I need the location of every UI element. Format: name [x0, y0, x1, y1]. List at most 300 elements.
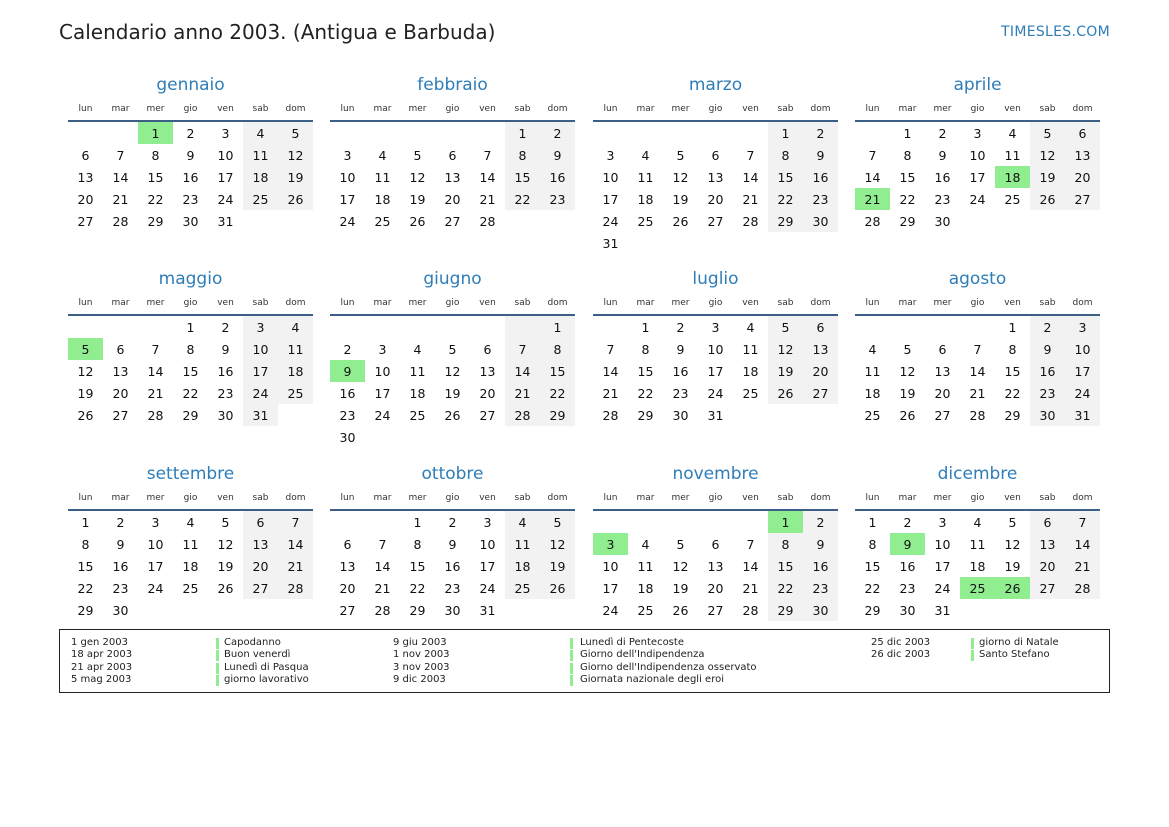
day-cell: 17	[602, 191, 619, 207]
day-cell: 6	[483, 341, 492, 357]
day-cell: 24	[479, 580, 496, 596]
day-cell: 22	[637, 385, 654, 401]
empty-cell	[505, 426, 540, 448]
day-cell: 27	[479, 407, 496, 423]
day-cell: 19	[672, 580, 689, 596]
day-cell: 30	[934, 213, 951, 229]
empty-cell	[855, 316, 890, 338]
day-cell: 14	[742, 169, 759, 185]
day-cell: 19	[768, 360, 803, 382]
day-cell: 1	[903, 125, 912, 141]
month-gennaio	[68, 74, 313, 232]
day-cell: 24	[147, 580, 164, 596]
day-cell: 19	[540, 555, 575, 577]
day-cell: 29	[1004, 407, 1021, 423]
day-cell: 15	[637, 363, 654, 379]
day-cell: 20	[934, 385, 951, 401]
day-cell: 18	[864, 385, 881, 401]
day-cell: 11	[409, 363, 426, 379]
weekday-label: lun	[340, 104, 355, 114]
day-cell: 13	[1065, 144, 1100, 166]
empty-cell	[803, 232, 838, 254]
day-cell: 29	[540, 404, 575, 426]
days-grid	[330, 511, 575, 621]
day-cell: 21	[278, 555, 313, 577]
day-cell: 28	[147, 407, 164, 423]
weekday-label: mar	[111, 104, 130, 114]
day-cell: 23	[339, 407, 356, 423]
legend-date: 25 dic 2003	[871, 637, 931, 648]
legend-holiday-name: Giorno dell'Indipendenza osservato	[580, 661, 757, 673]
day-cell: 1	[81, 514, 90, 530]
day-cell: 27	[1030, 577, 1065, 599]
day-cell: 29	[637, 407, 654, 423]
day-cell: 26	[672, 213, 689, 229]
day-cell: 2	[343, 341, 352, 357]
day-cell: 18	[637, 580, 654, 596]
empty-cell	[243, 210, 278, 232]
empty-cell	[243, 599, 278, 621]
weekday-header	[855, 487, 1100, 511]
day-cell: 27	[112, 407, 129, 423]
day-cell: 8	[505, 144, 540, 166]
day-cell: 6	[711, 147, 720, 163]
empty-cell	[173, 599, 208, 621]
day-cell: 1	[768, 122, 803, 144]
legend-marker	[216, 638, 219, 649]
weekday-label: gio	[183, 104, 198, 114]
day-cell: 26	[1030, 188, 1065, 210]
day-cell: 2	[448, 514, 457, 530]
weekday-label: sab	[514, 104, 531, 114]
day-cell: 29	[864, 602, 881, 618]
month-marzo	[593, 74, 838, 254]
day-cell: 24	[602, 213, 619, 229]
day-cell: 7	[868, 147, 877, 163]
weekday-label: sab	[514, 298, 531, 308]
day-cell: 27	[803, 382, 838, 404]
day-cell: 25	[1004, 191, 1021, 207]
day-cell: 20	[803, 360, 838, 382]
weekday-label: lun	[865, 298, 880, 308]
day-cell: 17	[934, 558, 951, 574]
day-cell: 14	[147, 363, 164, 379]
day-cell: 2	[938, 125, 947, 141]
day-cell: 8	[186, 341, 195, 357]
month-name: luglio	[692, 269, 739, 289]
weekday-header	[593, 487, 838, 511]
month-name: maggio	[158, 269, 223, 289]
empty-cell	[1065, 599, 1100, 621]
weekday-label: sab	[514, 493, 531, 503]
day-cell: 2	[221, 319, 230, 335]
day-cell: 16	[339, 385, 356, 401]
day-cell: 13	[934, 363, 951, 379]
day-cell: 11	[969, 536, 986, 552]
day-cell: 31	[707, 407, 724, 423]
day-cell: 24	[243, 382, 278, 404]
day-cell: 20	[77, 191, 94, 207]
day-cell: 13	[339, 558, 356, 574]
day-cell: 4	[973, 514, 982, 530]
empty-cell	[733, 122, 768, 144]
day-cell: 28	[864, 213, 881, 229]
weekday-label: ven	[1004, 298, 1021, 308]
legend-marker	[570, 650, 573, 661]
day-cell: 12	[444, 363, 461, 379]
days-grid	[593, 316, 838, 426]
empty-cell	[628, 511, 663, 533]
month-name: settembre	[146, 464, 235, 484]
day-cell: 6	[938, 341, 947, 357]
weekday-label: dom	[1072, 104, 1093, 114]
day-cell: 12	[409, 169, 426, 185]
day-cell: 27	[934, 407, 951, 423]
day-cell: 21	[742, 580, 759, 596]
day-cell: 4	[186, 514, 195, 530]
brand-link[interactable]: TIMESLES.COM	[1001, 24, 1110, 40]
day-cell: 26	[899, 407, 916, 423]
day-cell: 4	[413, 341, 422, 357]
day-cell: 10	[934, 536, 951, 552]
day-cell: 7	[973, 341, 982, 357]
legend-holiday-name: Lunedì di Pasqua	[224, 661, 309, 673]
day-cell: 30	[217, 407, 234, 423]
legend-date: 3 nov 2003	[393, 661, 450, 673]
month-agosto	[855, 268, 1100, 426]
day-cell: 18	[969, 558, 986, 574]
day-cell: 26	[995, 577, 1030, 599]
month-name: febbraio	[417, 75, 488, 95]
weekday-label: dom	[285, 104, 306, 114]
day-cell: 23	[182, 191, 199, 207]
empty-cell	[435, 316, 470, 338]
month-maggio	[68, 268, 313, 426]
empty-cell	[278, 404, 313, 426]
legend-holiday-name: giorno di Natale	[979, 637, 1059, 648]
day-cell: 28	[278, 577, 313, 599]
day-cell: 25	[374, 213, 391, 229]
weekday-label: gio	[970, 493, 985, 503]
empty-cell	[628, 122, 663, 144]
day-cell: 5	[540, 511, 575, 533]
empty-cell	[1065, 210, 1100, 232]
day-cell: 17	[374, 385, 391, 401]
holiday-legend	[59, 629, 1110, 693]
day-cell: 10	[969, 147, 986, 163]
day-cell: 10	[479, 536, 496, 552]
day-cell: 29	[899, 213, 916, 229]
day-cell: 19	[278, 166, 313, 188]
days-grid	[68, 316, 313, 426]
empty-cell	[540, 426, 575, 448]
day-cell: 11	[742, 341, 759, 357]
empty-cell	[435, 426, 470, 448]
day-cell: 3	[1065, 316, 1100, 338]
day-cell: 20	[1030, 555, 1065, 577]
weekday-label: mar	[636, 298, 655, 308]
day-cell: 17	[243, 360, 278, 382]
weekday-label: mar	[898, 493, 917, 503]
day-cell: 30	[1030, 404, 1065, 426]
day-cell: 12	[278, 144, 313, 166]
empty-cell	[278, 210, 313, 232]
day-cell: 4	[378, 147, 387, 163]
weekday-label: gio	[708, 104, 723, 114]
weekday-header	[593, 98, 838, 122]
day-cell: 21	[479, 191, 496, 207]
day-cell: 30	[672, 407, 689, 423]
weekday-label: ven	[217, 493, 234, 503]
day-cell: 10	[707, 341, 724, 357]
legend-marker	[971, 638, 974, 649]
day-cell: 3	[483, 514, 492, 530]
day-cell: 23	[803, 577, 838, 599]
day-cell: 4	[1008, 125, 1017, 141]
day-cell: 3	[378, 341, 387, 357]
day-cell: 3	[938, 514, 947, 530]
weekday-label: mer	[146, 493, 165, 503]
day-cell: 9	[803, 533, 838, 555]
weekday-label: gio	[183, 493, 198, 503]
empty-cell	[470, 316, 505, 338]
empty-cell	[960, 210, 995, 232]
day-cell: 17	[969, 169, 986, 185]
days-grid	[593, 122, 838, 254]
day-cell: 6	[711, 536, 720, 552]
day-cell: 7	[505, 338, 540, 360]
month-name: aprile	[953, 75, 1002, 95]
day-cell: 8	[1008, 341, 1017, 357]
empty-cell	[505, 316, 540, 338]
weekday-label: sab	[777, 104, 794, 114]
weekday-label: mar	[373, 104, 392, 114]
day-cell: 21	[1065, 555, 1100, 577]
day-cell: 22	[147, 191, 164, 207]
day-cell: 20	[1065, 166, 1100, 188]
day-cell: 25	[505, 577, 540, 599]
day-cell: 18	[742, 363, 759, 379]
day-cell: 29	[147, 213, 164, 229]
weekday-label: ven	[217, 298, 234, 308]
day-cell: 5	[448, 341, 457, 357]
day-cell: 22	[182, 385, 199, 401]
day-cell: 2	[116, 514, 125, 530]
day-cell: 19	[77, 385, 94, 401]
weekday-label: sab	[1039, 298, 1056, 308]
day-cell: 12	[1030, 144, 1065, 166]
weekday-label: lun	[603, 298, 618, 308]
day-cell: 5	[768, 316, 803, 338]
day-cell: 8	[151, 147, 160, 163]
day-cell: 5	[221, 514, 230, 530]
day-cell: 13	[707, 169, 724, 185]
day-cell: 15	[899, 169, 916, 185]
day-cell: 9	[221, 341, 230, 357]
day-cell: 5	[676, 536, 685, 552]
day-cell: 23	[899, 580, 916, 596]
day-cell: 19	[899, 385, 916, 401]
day-cell: 11	[182, 536, 199, 552]
day-cell: 23	[803, 188, 838, 210]
day-cell: 9	[1030, 338, 1065, 360]
day-cell: 26	[278, 188, 313, 210]
empty-cell	[768, 232, 803, 254]
day-cell: 16	[803, 166, 838, 188]
day-cell: 10	[602, 169, 619, 185]
day-cell: 3	[343, 147, 352, 163]
weekday-label: gio	[708, 298, 723, 308]
month-name: gennaio	[156, 75, 225, 95]
empty-cell	[960, 316, 995, 338]
day-cell: 16	[803, 555, 838, 577]
weekday-label: sab	[1039, 493, 1056, 503]
day-cell: 14	[505, 360, 540, 382]
empty-cell	[698, 232, 733, 254]
day-cell: 24	[374, 407, 391, 423]
weekday-label: ven	[217, 104, 234, 114]
day-cell: 27	[339, 602, 356, 618]
day-cell: 7	[483, 147, 492, 163]
empty-cell	[365, 122, 400, 144]
day-cell: 11	[278, 338, 313, 360]
day-cell: 11	[374, 169, 391, 185]
month-settembre	[68, 463, 313, 621]
day-cell: 15	[768, 166, 803, 188]
weekday-label: mar	[111, 298, 130, 308]
empty-cell	[365, 511, 400, 533]
weekday-label: gio	[970, 298, 985, 308]
day-cell: 18	[374, 191, 391, 207]
weekday-header	[68, 292, 313, 316]
day-cell: 22	[505, 188, 540, 210]
empty-cell	[663, 511, 698, 533]
weekday-label: mer	[671, 298, 690, 308]
weekday-label: lun	[603, 104, 618, 114]
day-cell: 8	[540, 338, 575, 360]
day-cell: 23	[444, 580, 461, 596]
legend-marker	[570, 638, 573, 649]
day-cell: 15	[77, 558, 94, 574]
weekday-label: dom	[810, 298, 831, 308]
weekday-label: sab	[1039, 104, 1056, 114]
empty-cell	[470, 426, 505, 448]
empty-cell	[628, 232, 663, 254]
day-cell: 6	[448, 147, 457, 163]
day-cell: 22	[899, 191, 916, 207]
empty-cell	[803, 404, 838, 426]
empty-cell	[365, 426, 400, 448]
day-cell: 23	[1030, 382, 1065, 404]
day-cell: 30	[444, 602, 461, 618]
day-cell: 9	[890, 533, 925, 555]
day-cell: 17	[707, 363, 724, 379]
empty-cell	[995, 210, 1030, 232]
weekday-label: ven	[479, 104, 496, 114]
legend-date: 5 mag 2003	[71, 673, 132, 685]
day-cell: 1	[138, 122, 173, 144]
day-cell: 5	[413, 147, 422, 163]
day-cell: 9	[186, 147, 195, 163]
day-cell: 6	[1065, 122, 1100, 144]
day-cell: 16	[1030, 360, 1065, 382]
legend-marker	[216, 650, 219, 661]
empty-cell	[103, 316, 138, 338]
day-cell: 10	[243, 338, 278, 360]
legend-holiday-name: Capodanno	[224, 637, 281, 648]
day-cell: 24	[969, 191, 986, 207]
legend-date: 21 apr 2003	[71, 661, 133, 673]
day-cell: 7	[746, 536, 755, 552]
weekday-label: mar	[898, 298, 917, 308]
weekday-label: mar	[898, 104, 917, 114]
day-cell: 22	[768, 577, 803, 599]
day-cell: 14	[742, 558, 759, 574]
day-cell: 29	[77, 602, 94, 618]
day-cell: 30	[803, 210, 838, 232]
weekday-label: mar	[636, 104, 655, 114]
empty-cell	[663, 232, 698, 254]
day-cell: 12	[672, 169, 689, 185]
legend-holiday-name: Giornata nazionale degli eroi	[580, 673, 724, 685]
day-cell: 25	[182, 580, 199, 596]
day-cell: 20	[707, 580, 724, 596]
legend-date: 9 giu 2003	[393, 637, 447, 648]
weekday-label: dom	[1072, 298, 1093, 308]
day-cell: 17	[339, 191, 356, 207]
day-cell: 19	[1004, 558, 1021, 574]
day-cell: 12	[768, 338, 803, 360]
legend-holiday-name: Buon venerdì	[224, 649, 291, 661]
day-cell: 26	[768, 382, 803, 404]
day-cell: 23	[217, 385, 234, 401]
day-cell: 13	[77, 169, 94, 185]
day-cell: 24	[602, 602, 619, 618]
day-cell: 4	[505, 511, 540, 533]
day-cell: 29	[182, 407, 199, 423]
day-cell: 14	[278, 533, 313, 555]
empty-cell	[470, 122, 505, 144]
weekday-label: mer	[933, 104, 952, 114]
day-cell: 1	[768, 511, 803, 533]
day-cell: 10	[374, 363, 391, 379]
legend-date: 26 dic 2003	[871, 649, 931, 661]
day-cell: 2	[676, 319, 685, 335]
weekday-label: ven	[1004, 104, 1021, 114]
day-cell: 17	[602, 580, 619, 596]
empty-cell	[330, 316, 365, 338]
weekday-label: mer	[408, 298, 427, 308]
weekday-label: sab	[252, 493, 269, 503]
day-cell: 17	[217, 169, 234, 185]
legend-date: 9 dic 2003	[393, 673, 446, 685]
month-febbraio	[330, 74, 575, 232]
day-cell: 11	[864, 363, 881, 379]
day-cell: 5	[1008, 514, 1017, 530]
day-cell: 31	[243, 404, 278, 426]
day-cell: 21	[969, 385, 986, 401]
weekday-label: ven	[742, 298, 759, 308]
day-cell: 16	[899, 558, 916, 574]
legend-marker	[570, 675, 573, 686]
weekday-label: dom	[810, 104, 831, 114]
day-cell: 10	[1065, 338, 1100, 360]
empty-cell	[593, 316, 628, 338]
day-cell: 18	[409, 385, 426, 401]
day-cell: 23	[112, 580, 129, 596]
empty-cell	[208, 599, 243, 621]
day-cell: 2	[186, 125, 195, 141]
